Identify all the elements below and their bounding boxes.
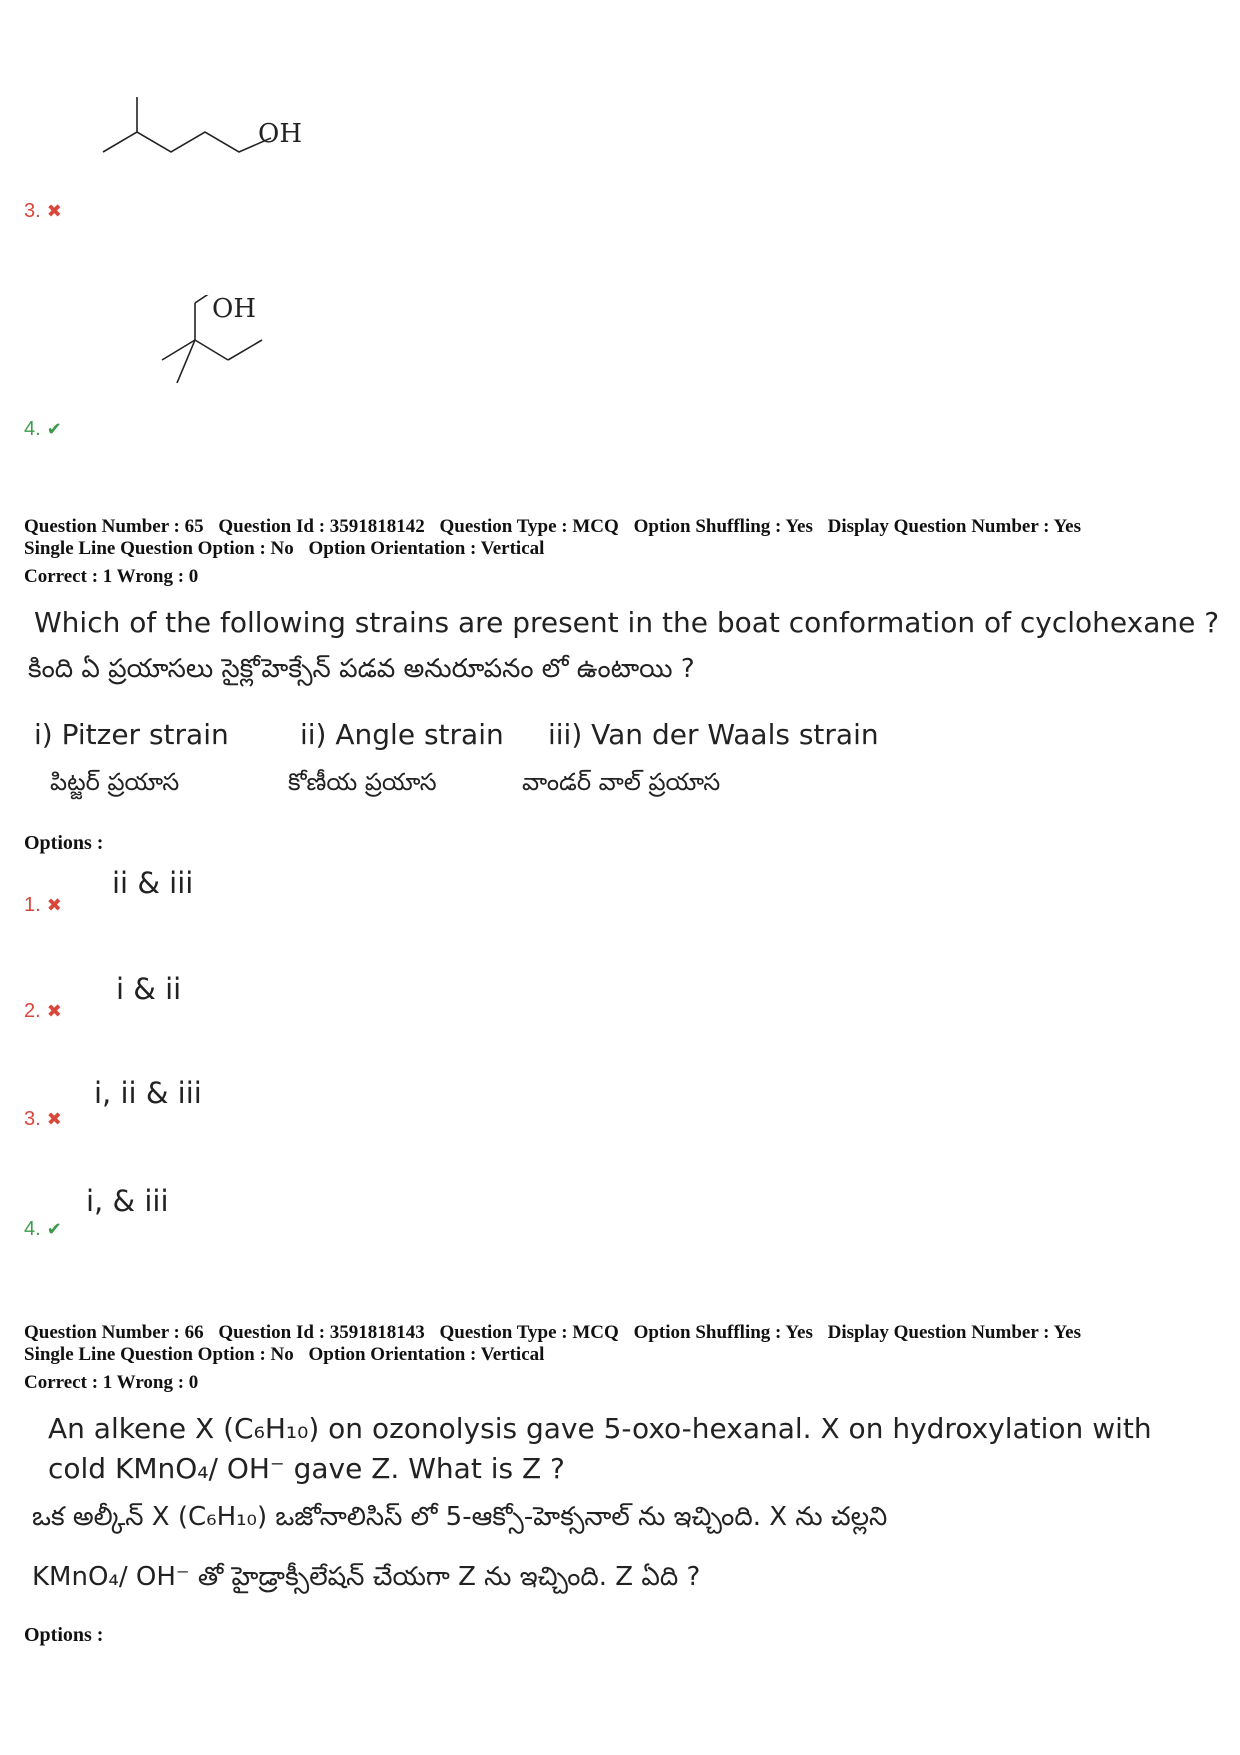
option-number: 4. — [24, 1218, 41, 1240]
option-number: 2. — [24, 1000, 41, 1022]
q66-marks: Correct : 1 Wrong : 0 — [24, 1372, 199, 1393]
strain-2-te: కోణీయ ప్రయాస — [288, 768, 437, 796]
option-number: 1. — [24, 894, 41, 916]
strain-1: i) Pitzer strain — [34, 718, 229, 751]
check-icon: ✔ — [46, 1219, 62, 1239]
q65-option-2-text: i & ii — [116, 972, 182, 1006]
q66-question-te-line2: KMnO₄/ OH⁻ తో హైడ్రాక్సీలేషన్ చేయగా Z ను ఇచ్చింది. Z ఏది ? — [32, 1562, 701, 1592]
check-icon: ✔ — [46, 419, 62, 439]
structure-option-3 — [95, 92, 315, 162]
q65-option-4-text: i, & iii — [86, 1184, 169, 1218]
q65-option-1 — [24, 894, 62, 917]
strain-1-te: పిట్జర్ ప్రయాస — [50, 768, 180, 796]
option-number: 4. — [24, 418, 41, 440]
q66-question-te-line1: ఒక అల్కీన్ X (C₆H₁₀) ఒజోనాలిసిస్ లో 5-ఆక్సో-హెక్సనాల్ ను ఇచ్చింది. X ను చల్లని — [32, 1502, 888, 1532]
structure-option-4 — [150, 295, 310, 415]
cross-icon: ✖ — [46, 201, 62, 221]
q65-meta-line1: Question Number : 65 Question Id : 3591818142 Question Type : MCQ Option Shuffling : Yes Display Question Number : Yes — [24, 516, 1081, 537]
q66-meta-line1: Question Number : 66 Question Id : 3591818143 Question Type : MCQ Option Shuffling : Yes Display Question Number : Yes — [24, 1322, 1081, 1343]
q65-marks: Correct : 1 Wrong : 0 — [24, 566, 199, 587]
q65-option-4 — [24, 1218, 62, 1241]
q66-options-label: Options : — [24, 1624, 104, 1646]
q66-question-en-line1: An alkene X (C₆H₁₀) on ozonolysis gave 5-oxo-hexanal. X on hydroxylation with — [48, 1412, 1152, 1445]
q65-meta-line2: Single Line Question Option : No Option Orientation : Vertical — [24, 538, 545, 559]
q65-option-1-text: ii & iii — [112, 866, 194, 900]
oh-label: OH — [258, 119, 302, 149]
option-number: 3. — [24, 1108, 41, 1130]
q65-option-2 — [24, 1000, 62, 1023]
cross-icon: ✖ — [46, 1109, 62, 1129]
q66-question-en-line2: cold KMnO₄/ OH⁻ gave Z. What is Z ? — [48, 1452, 565, 1485]
cross-icon: ✖ — [46, 1001, 62, 1021]
q65-question-te: కింది ఏ ప్రయాసలు సైక్లోహెక్సేన్ పడవ అనురూపనం లో ఉంటాయి ? — [28, 654, 695, 684]
oh-label: OH — [212, 295, 256, 324]
option-number: 3. — [24, 200, 41, 222]
cross-icon: ✖ — [46, 895, 62, 915]
q65-option-3 — [24, 1108, 62, 1131]
strain-3-te: వాండర్ వాల్ ప్రయాస — [522, 768, 721, 796]
strain-2: ii) Angle strain — [300, 718, 504, 751]
q65-options-label: Options : — [24, 832, 104, 854]
q65-option-3-text: i, ii & iii — [94, 1076, 202, 1110]
q65-question-en: Which of the following strains are present in the boat conformation of cyclohexane ? — [34, 606, 1220, 639]
strain-3: iii) Van der Waals strain — [548, 718, 879, 751]
option-3-prev — [24, 200, 62, 223]
q66-meta-line2: Single Line Question Option : No Option Orientation : Vertical — [24, 1344, 545, 1365]
option-4-prev — [24, 418, 62, 441]
